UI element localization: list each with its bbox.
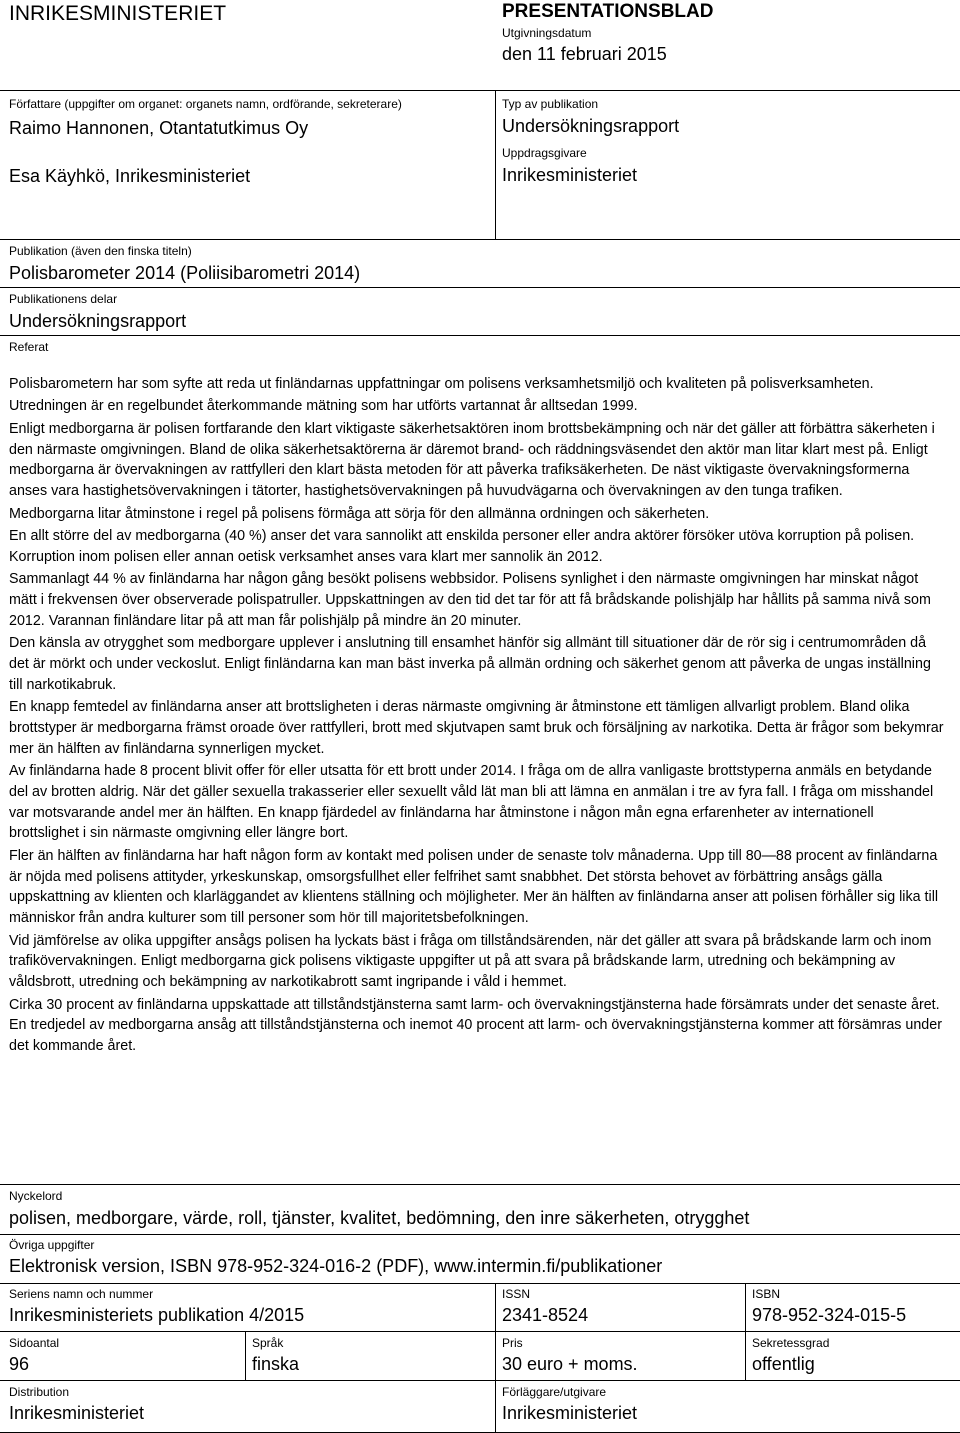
language-value: finska (252, 1354, 300, 1374)
referat-paragraph: Fler än hälften av finländarna har haft någon form av kontakt med polisen under de senaste tolv månaderna. Upp till 80—88 procent av finländarna är nöjda med polisens attityder, yrkeskunskap, omsorgsfullhet eller felfrihet samt snabbhet. Det största behovet av förbättring ansågs gälla uppskattning av klienten och klarläggandet av klientens ställning och möjligheter. Mer än hälften av finländarna anser att polisen förhåller sig lika till människor från andra kulturer som till personer som hör till majoritetsbefolkningen. (9, 847, 939, 927)
referat-paragraph: Sammanlagt 44 % av finländarna har någon gång besökt polisens webbsidor. Polisens synlighet i den närmaste omgivningen har minskat något mätt i frekvensen över observerade polispatruller. Uppskattningen av den tid det tar för att få brådskande polishjälp har hållits på samma nivå som 2012. Varannan finländare litar på att man får polishjälp på mindre än 20 minuter. (9, 571, 931, 629)
series-label: Seriens namn och nummer (9, 1287, 154, 1301)
pages-label: Sidoantal (9, 1336, 60, 1350)
other-info-label: Övriga uppgifter (9, 1238, 95, 1252)
referat-paragraph: En knapp femtedel av finländarna anser att brottsligheten i deras närmaste omgivning är åtminstone ett tämligen allvarligt problem. Bland olika brottstyper är medborgarna främst oroade över rattfylleri, brott med skjutvapen samt bruk och försäljning av narkotika. Detta är frågor som bekymrar mer än hälften av finländarna synnerligen mycket. (9, 699, 944, 757)
divider-other (0, 1234, 960, 1235)
distribution-label: Distribution (9, 1385, 70, 1399)
referat-paragraph: Utredningen är en regelbundet återkommande mätning som har utförts vartannat år alltsedan 1999. (9, 398, 638, 415)
price-label: Pris (502, 1336, 523, 1350)
language-label: Språk (252, 1336, 284, 1350)
divider-parts (0, 287, 960, 288)
commissioner-label: Uppdragsgivare (502, 146, 587, 160)
referat-paragraph: Den känsla av otrygghet som medborgare upplever i anslutning till ensamhet hänför sig allmänt till situationer där de rör sig i centrumområden då det är mörkt och under veckoslut. Enligt finländarna kan man bäst inverka på allmän ordning och säkerhet genom att påverka de ungas inställning till narkotikabruk. (9, 635, 931, 693)
divider-keywords (0, 1184, 960, 1185)
pub-type-label: Typ av publikation (502, 97, 599, 111)
divider-series (0, 1283, 960, 1284)
pages-value: 96 (9, 1354, 30, 1374)
publication-label: Publikation (även den finska titeln) (9, 244, 192, 258)
divider-isbn-col (745, 1283, 746, 1381)
date-value: den 11 februari 2015 (502, 44, 667, 64)
publisher-label: Förläggare/utgivare (502, 1385, 607, 1399)
referat-text (9, 374, 944, 1059)
keywords-value: polisen, medborgare, värde, roll, tjänster, kvalitet, bedömning, den inre säkerheten, otrygghet (9, 1208, 750, 1228)
issn-label: ISSN (502, 1287, 531, 1301)
referat-label: Referat (9, 340, 49, 354)
commissioner-value: Inrikesministeriet (502, 165, 638, 185)
divider-issn-col (495, 1283, 496, 1433)
divider-pages (0, 1331, 960, 1332)
divider-referat (0, 335, 960, 336)
secrecy-label: Sekretessgrad (752, 1336, 830, 1350)
referat-paragraph: Vid jämförelse av olika uppgifter ansågs polisen ha lyckats bäst i fråga om tillståndsärenden, när det gäller att svara på brådskande larm och inom trafikövervakningen. Enligt medborgarna gick polisens viktigaste uppgifter ut på att svara på brådskande larm, utredning och bekämpning av våldsbrott, utredning och bekämpning av narkotikabrott samt ingripande i våld i hemmet. (9, 932, 932, 991)
date-label: Utgivningsdatum (502, 26, 592, 40)
ministry-name: INRIKESMINISTERIET (9, 2, 227, 25)
referat-paragraph: Medborgarna litar åtminstone i regel på polisens förmåga att sörja för den allmänna ordningen och säkerheten. (9, 505, 710, 522)
author-2: Esa Käyhkö, Inrikesministeriet (9, 166, 251, 186)
publisher-value: Inrikesministeriet (502, 1403, 638, 1423)
divider-publication (0, 239, 960, 240)
publication-title: Polisbarometer 2014 (Poliisibarometri 2014) (9, 263, 361, 283)
divider-top (0, 90, 960, 91)
referat-paragraph: Polisbarometern har som syfte att reda ut finländarnas uppfattningar om polisens verksamhetsmiljö och kvaliteten på polisverksamheten. (9, 376, 874, 392)
referat-paragraph: Enligt medborgarna är polisen fortfarande den klart viktigaste säkerhetsaktören inom brottsbekämpning och när det gäller att förbättra säkerheten i den närmaste omgivningen. Bland de olika säkerhetsaktörerna är däremot brand- och räddningsväsendet den aktör man litar klart mest på. Enligt medborgarna är övervakningen av rattfylleri den klart bästa metoden för att påverka trafiksäkerheten. De näst viktigaste övervakningsformerna anses vara hastighetsövervakningen i tätorter, hastighetsövervakningen på huvudvägarna och övervakningen av den tunga trafiken. (9, 420, 935, 500)
divider-distribution (0, 1380, 960, 1381)
pub-type-value: Undersökningsrapport (502, 116, 680, 136)
author-1: Raimo Hannonen, Otantatutkimus Oy (9, 118, 309, 138)
parts-value: Undersökningsrapport (9, 311, 187, 331)
isbn-value: 978-952-324-015-5 (752, 1305, 907, 1325)
isbn-label: ISBN (752, 1287, 781, 1301)
referat-paragraph: Av finländarna hade 8 procent blivit offer för eller utsatta för ett brott under 2014. I fråga om de allra vanligaste brottstyperna anmäls en betydande del av brotten aldrig. När det gäller sexuella trakasserier eller sexuellt våld lät man bli att lämna en anmälan i tre av fyra fall. I fråga om misshandel var motsvarande andel mer än hälften. En knapp fjärdedel av finländarna har åtminstone i någon mån egna erfarenheter av internationell brottslighet i sin närmaste omgivning eller längre bort. (9, 763, 934, 842)
referat-paragraph: Cirka 30 procent av finländarna uppskattade att tillståndstjänsterna samt larm- och övervakningstjänsterna hade försämrats under det senaste året. En tredjedel av medborgarna ansåg att tillståndstjänsterna och inemot 40 procent att larm- och övervakningstjänsterna kommer att försämras under det kommande året. (9, 996, 942, 1055)
price-value: 30 euro + moms. (502, 1354, 638, 1374)
referat-paragraph: En allt större del av medborgarna (40 %) anser det vara sannolikt att enskilda personer eller andra aktörer försöker utöva korruption på polisen. Korruption inom polisen eller annan oetisk verksamhet anses vara klart mer sannolik än 2012. (9, 527, 915, 565)
divider-language-col (245, 1331, 246, 1381)
other-info-value: Elektronisk version, ISBN 978-952-324-016-2 (PDF), www.intermin.fi/publikationer (9, 1256, 663, 1276)
document-type: PRESENTATIONSBLAD (502, 1, 714, 22)
issn-value: 2341-8524 (502, 1305, 589, 1325)
series-value: Inrikesministeriets publikation 4/2015 (9, 1305, 305, 1325)
divider-header-col (495, 90, 496, 240)
secrecy-value: offentlig (752, 1354, 815, 1374)
distribution-value: Inrikesministeriet (9, 1403, 145, 1423)
parts-label: Publikationens delar (9, 292, 118, 306)
authors-label: Författare (uppgifter om organet: organets namn, ordförande, sekreterare) (9, 97, 402, 111)
keywords-label: Nyckelord (9, 1189, 63, 1203)
